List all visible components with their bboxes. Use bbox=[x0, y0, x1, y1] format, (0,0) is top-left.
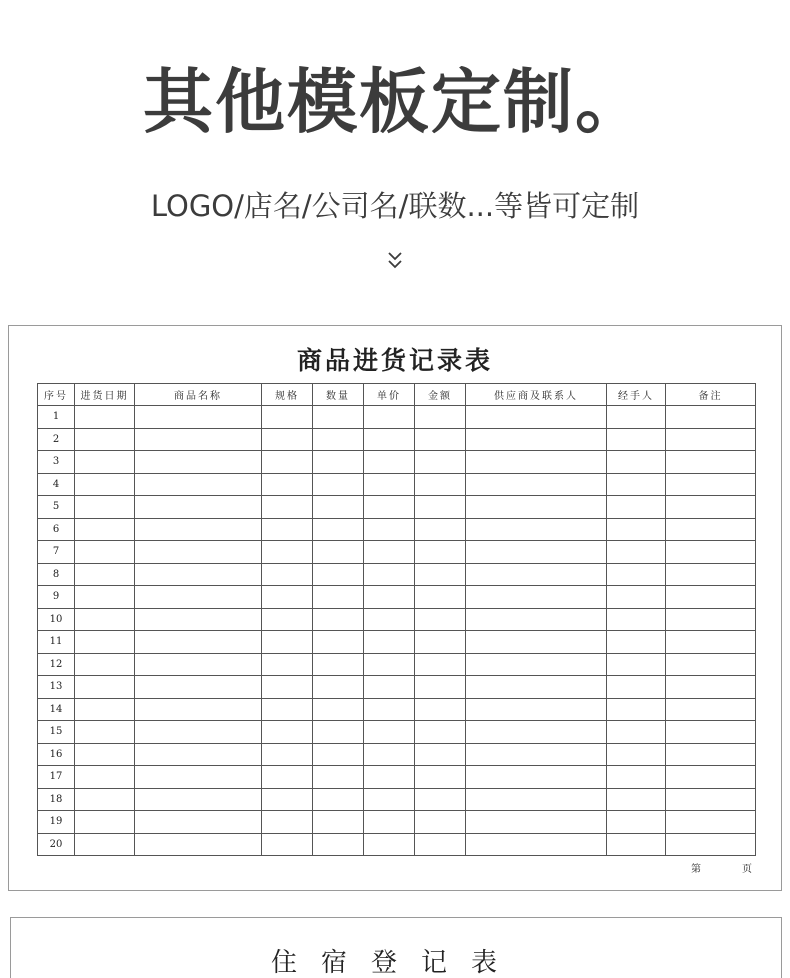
blank-entry-cell bbox=[607, 608, 666, 631]
blank-entry-cell bbox=[135, 631, 262, 654]
next-form-title: 住宿登记表 bbox=[270, 948, 521, 978]
blank-entry-cell bbox=[666, 698, 756, 721]
hero-title: 其他模板定制。 bbox=[143, 61, 647, 143]
row-number-cell: 12 bbox=[38, 653, 75, 676]
table-row bbox=[38, 698, 756, 721]
blank-entry-cell bbox=[262, 586, 313, 609]
blank-entry-cell bbox=[466, 721, 607, 744]
blank-entry-cell bbox=[75, 698, 135, 721]
row-number-cell: 17 bbox=[38, 766, 75, 789]
row-number-cell: 11 bbox=[38, 631, 75, 654]
blank-entry-cell bbox=[75, 653, 135, 676]
blank-entry-cell bbox=[466, 406, 607, 429]
blank-entry-cell bbox=[262, 518, 313, 541]
blank-entry-cell bbox=[415, 473, 466, 496]
blank-entry-cell bbox=[313, 586, 364, 609]
blank-entry-cell bbox=[262, 766, 313, 789]
blank-entry-cell bbox=[666, 518, 756, 541]
row-number-cell: 18 bbox=[38, 788, 75, 811]
blank-entry-cell bbox=[364, 586, 415, 609]
blank-entry-cell bbox=[466, 473, 607, 496]
blank-entry-cell bbox=[313, 833, 364, 856]
blank-entry-cell bbox=[75, 766, 135, 789]
blank-entry-cell bbox=[75, 541, 135, 564]
blank-entry-cell bbox=[313, 743, 364, 766]
blank-entry-cell bbox=[313, 608, 364, 631]
blank-entry-cell bbox=[135, 473, 262, 496]
blank-entry-cell bbox=[262, 563, 313, 586]
row-number-cell: 6 bbox=[38, 518, 75, 541]
page-number-prefix: 第 bbox=[691, 864, 701, 875]
blank-entry-cell bbox=[364, 473, 415, 496]
blank-entry-cell bbox=[135, 518, 262, 541]
blank-entry-cell bbox=[607, 743, 666, 766]
blank-entry-cell bbox=[466, 698, 607, 721]
blank-entry-cell bbox=[75, 833, 135, 856]
blank-entry-cell bbox=[313, 541, 364, 564]
blank-entry-cell bbox=[135, 698, 262, 721]
blank-entry-cell bbox=[466, 833, 607, 856]
blank-entry-cell bbox=[313, 766, 364, 789]
blank-entry-cell bbox=[607, 721, 666, 744]
row-number-cell: 9 bbox=[38, 586, 75, 609]
blank-entry-cell bbox=[262, 608, 313, 631]
blank-entry-cell bbox=[607, 811, 666, 834]
blank-entry-cell bbox=[466, 563, 607, 586]
blank-entry-cell bbox=[364, 653, 415, 676]
blank-entry-cell bbox=[135, 653, 262, 676]
blank-entry-cell bbox=[135, 811, 262, 834]
blank-entry-cell bbox=[364, 676, 415, 699]
table-row bbox=[38, 631, 756, 654]
blank-entry-cell bbox=[313, 428, 364, 451]
column-header-product-name: 商品名称 bbox=[135, 384, 262, 406]
blank-entry-cell bbox=[466, 811, 607, 834]
column-header-index: 序号 bbox=[38, 384, 75, 406]
row-number-cell: 15 bbox=[38, 721, 75, 744]
blank-entry-cell bbox=[666, 586, 756, 609]
table-row bbox=[38, 586, 756, 609]
row-number-cell: 20 bbox=[38, 833, 75, 856]
column-header-notes: 备注 bbox=[666, 384, 756, 406]
blank-entry-cell bbox=[262, 698, 313, 721]
blank-entry-cell bbox=[364, 631, 415, 654]
blank-entry-cell bbox=[364, 766, 415, 789]
blank-entry-cell bbox=[75, 676, 135, 699]
blank-entry-cell bbox=[466, 788, 607, 811]
column-header-date: 进货日期 bbox=[75, 384, 135, 406]
blank-entry-cell bbox=[313, 698, 364, 721]
blank-entry-cell bbox=[607, 698, 666, 721]
column-header-handler: 经手人 bbox=[607, 384, 666, 406]
blank-entry-cell bbox=[364, 518, 415, 541]
blank-entry-cell bbox=[313, 473, 364, 496]
table-row bbox=[38, 608, 756, 631]
blank-entry-cell bbox=[364, 788, 415, 811]
blank-entry-cell bbox=[135, 788, 262, 811]
blank-entry-cell bbox=[666, 563, 756, 586]
row-number-cell: 3 bbox=[38, 451, 75, 474]
blank-entry-cell bbox=[135, 676, 262, 699]
row-number-cell: 7 bbox=[38, 541, 75, 564]
form-title: 商品进货记录表 bbox=[296, 346, 493, 375]
blank-entry-cell bbox=[75, 473, 135, 496]
blank-entry-cell bbox=[262, 721, 313, 744]
blank-entry-cell bbox=[364, 743, 415, 766]
blank-entry-cell bbox=[466, 743, 607, 766]
blank-entry-cell bbox=[75, 518, 135, 541]
blank-entry-cell bbox=[666, 676, 756, 699]
blank-entry-cell bbox=[75, 811, 135, 834]
blank-entry-cell bbox=[75, 788, 135, 811]
table-row bbox=[38, 406, 756, 429]
blank-entry-cell bbox=[262, 833, 313, 856]
blank-entry-cell bbox=[415, 586, 466, 609]
row-number-cell: 14 bbox=[38, 698, 75, 721]
blank-entry-cell bbox=[607, 586, 666, 609]
blank-entry-cell bbox=[313, 451, 364, 474]
blank-entry-cell bbox=[607, 473, 666, 496]
blank-entry-cell bbox=[415, 563, 466, 586]
blank-entry-cell bbox=[415, 743, 466, 766]
blank-entry-cell bbox=[364, 406, 415, 429]
blank-entry-cell bbox=[607, 766, 666, 789]
blank-entry-cell bbox=[313, 631, 364, 654]
blank-entry-cell bbox=[262, 676, 313, 699]
table-row bbox=[38, 473, 756, 496]
blank-entry-cell bbox=[75, 631, 135, 654]
blank-entry-cell bbox=[666, 428, 756, 451]
blank-entry-cell bbox=[364, 833, 415, 856]
blank-entry-cell bbox=[415, 608, 466, 631]
blank-entry-cell bbox=[262, 406, 313, 429]
row-number-cell: 19 bbox=[38, 811, 75, 834]
blank-entry-cell bbox=[666, 541, 756, 564]
blank-entry-cell bbox=[466, 451, 607, 474]
blank-entry-cell bbox=[415, 451, 466, 474]
blank-entry-cell bbox=[607, 788, 666, 811]
blank-entry-cell bbox=[135, 428, 262, 451]
blank-entry-cell bbox=[415, 428, 466, 451]
blank-entry-cell bbox=[75, 496, 135, 519]
blank-entry-cell bbox=[607, 518, 666, 541]
blank-entry-cell bbox=[607, 631, 666, 654]
blank-entry-cell bbox=[415, 721, 466, 744]
blank-entry-cell bbox=[666, 833, 756, 856]
blank-entry-cell bbox=[313, 518, 364, 541]
ledger-body bbox=[38, 406, 756, 856]
blank-entry-cell bbox=[75, 451, 135, 474]
blank-entry-cell bbox=[75, 608, 135, 631]
blank-entry-cell bbox=[135, 721, 262, 744]
blank-entry-cell bbox=[135, 451, 262, 474]
blank-entry-cell bbox=[666, 766, 756, 789]
row-number-cell: 16 bbox=[38, 743, 75, 766]
row-number-cell: 13 bbox=[38, 676, 75, 699]
blank-entry-cell bbox=[313, 496, 364, 519]
blank-entry-cell bbox=[466, 676, 607, 699]
blank-entry-cell bbox=[135, 743, 262, 766]
blank-entry-cell bbox=[75, 428, 135, 451]
blank-entry-cell bbox=[666, 473, 756, 496]
row-number-cell: 8 bbox=[38, 563, 75, 586]
blank-entry-cell bbox=[262, 788, 313, 811]
table-row bbox=[38, 788, 756, 811]
table-row bbox=[38, 676, 756, 699]
blank-entry-cell bbox=[466, 586, 607, 609]
table-row bbox=[38, 833, 756, 856]
blank-entry-cell bbox=[75, 743, 135, 766]
blank-entry-cell bbox=[666, 631, 756, 654]
blank-entry-cell bbox=[262, 451, 313, 474]
blank-entry-cell bbox=[666, 721, 756, 744]
blank-entry-cell bbox=[415, 631, 466, 654]
column-header-supplier: 供应商及联系人 bbox=[466, 384, 607, 406]
blank-entry-cell bbox=[262, 428, 313, 451]
table-row bbox=[38, 496, 756, 519]
blank-entry-cell bbox=[262, 811, 313, 834]
blank-entry-cell bbox=[666, 406, 756, 429]
blank-entry-cell bbox=[135, 496, 262, 519]
row-number-cell: 5 bbox=[38, 496, 75, 519]
blank-entry-cell bbox=[262, 743, 313, 766]
blank-entry-cell bbox=[415, 766, 466, 789]
blank-entry-cell bbox=[415, 541, 466, 564]
row-number-cell: 2 bbox=[38, 428, 75, 451]
blank-entry-cell bbox=[135, 608, 262, 631]
blank-entry-cell bbox=[666, 743, 756, 766]
blank-entry-cell bbox=[75, 721, 135, 744]
row-number-cell: 1 bbox=[38, 406, 75, 429]
hero-subtitle: LOGO/店名/公司名/联数...等皆可定制 bbox=[150, 189, 640, 223]
table-row bbox=[38, 518, 756, 541]
blank-entry-cell bbox=[75, 586, 135, 609]
table-row bbox=[38, 653, 756, 676]
blank-entry-cell bbox=[666, 788, 756, 811]
blank-entry-cell bbox=[313, 676, 364, 699]
blank-entry-cell bbox=[313, 811, 364, 834]
blank-entry-cell bbox=[135, 586, 262, 609]
blank-entry-cell bbox=[75, 406, 135, 429]
blank-entry-cell bbox=[262, 541, 313, 564]
blank-entry-cell bbox=[607, 563, 666, 586]
ledger-form-sheet bbox=[8, 325, 782, 891]
blank-entry-cell bbox=[607, 833, 666, 856]
blank-entry-cell bbox=[666, 608, 756, 631]
ledger-table bbox=[37, 383, 756, 856]
blank-entry-cell bbox=[262, 496, 313, 519]
blank-entry-cell bbox=[466, 631, 607, 654]
double-chevron-down-icon bbox=[386, 250, 404, 272]
blank-entry-cell bbox=[313, 563, 364, 586]
blank-entry-cell bbox=[415, 698, 466, 721]
table-header-row bbox=[38, 384, 756, 406]
blank-entry-cell bbox=[75, 563, 135, 586]
blank-entry-cell bbox=[364, 721, 415, 744]
blank-entry-cell bbox=[364, 541, 415, 564]
blank-entry-cell bbox=[364, 811, 415, 834]
blank-entry-cell bbox=[607, 653, 666, 676]
blank-entry-cell bbox=[415, 676, 466, 699]
blank-entry-cell bbox=[415, 406, 466, 429]
blank-entry-cell bbox=[466, 608, 607, 631]
table-row bbox=[38, 811, 756, 834]
blank-entry-cell bbox=[135, 563, 262, 586]
blank-entry-cell bbox=[313, 406, 364, 429]
blank-entry-cell bbox=[262, 653, 313, 676]
blank-entry-cell bbox=[415, 653, 466, 676]
blank-entry-cell bbox=[262, 473, 313, 496]
blank-entry-cell bbox=[666, 653, 756, 676]
column-header-amount: 金额 bbox=[415, 384, 466, 406]
row-number-cell: 4 bbox=[38, 473, 75, 496]
column-header-unit-price: 单价 bbox=[364, 384, 415, 406]
blank-entry-cell bbox=[466, 428, 607, 451]
blank-entry-cell bbox=[415, 788, 466, 811]
blank-entry-cell bbox=[364, 608, 415, 631]
blank-entry-cell bbox=[666, 451, 756, 474]
table-row bbox=[38, 428, 756, 451]
blank-entry-cell bbox=[364, 451, 415, 474]
blank-entry-cell bbox=[466, 653, 607, 676]
blank-entry-cell bbox=[466, 766, 607, 789]
next-form-sheet bbox=[10, 917, 782, 978]
blank-entry-cell bbox=[415, 833, 466, 856]
page-number-suffix: 页 bbox=[742, 864, 752, 875]
table-row bbox=[38, 743, 756, 766]
column-header-quantity: 数量 bbox=[313, 384, 364, 406]
blank-entry-cell bbox=[135, 406, 262, 429]
blank-entry-cell bbox=[262, 631, 313, 654]
blank-entry-cell bbox=[666, 811, 756, 834]
blank-entry-cell bbox=[607, 406, 666, 429]
blank-entry-cell bbox=[466, 496, 607, 519]
blank-entry-cell bbox=[313, 653, 364, 676]
table-row bbox=[38, 563, 756, 586]
blank-entry-cell bbox=[607, 451, 666, 474]
blank-entry-cell bbox=[415, 518, 466, 541]
blank-entry-cell bbox=[607, 428, 666, 451]
table-row bbox=[38, 766, 756, 789]
row-number-cell: 10 bbox=[38, 608, 75, 631]
blank-entry-cell bbox=[364, 496, 415, 519]
blank-entry-cell bbox=[415, 811, 466, 834]
blank-entry-cell bbox=[666, 496, 756, 519]
blank-entry-cell bbox=[607, 676, 666, 699]
blank-entry-cell bbox=[135, 766, 262, 789]
blank-entry-cell bbox=[364, 428, 415, 451]
table-row bbox=[38, 541, 756, 564]
blank-entry-cell bbox=[135, 541, 262, 564]
blank-entry-cell bbox=[466, 541, 607, 564]
blank-entry-cell bbox=[607, 541, 666, 564]
blank-entry-cell bbox=[135, 833, 262, 856]
table-row bbox=[38, 451, 756, 474]
blank-entry-cell bbox=[607, 496, 666, 519]
blank-entry-cell bbox=[313, 721, 364, 744]
blank-entry-cell bbox=[364, 698, 415, 721]
blank-entry-cell bbox=[313, 788, 364, 811]
blank-entry-cell bbox=[364, 563, 415, 586]
blank-entry-cell bbox=[466, 518, 607, 541]
column-header-spec: 规格 bbox=[262, 384, 313, 406]
blank-entry-cell bbox=[415, 496, 466, 519]
table-row bbox=[38, 721, 756, 744]
